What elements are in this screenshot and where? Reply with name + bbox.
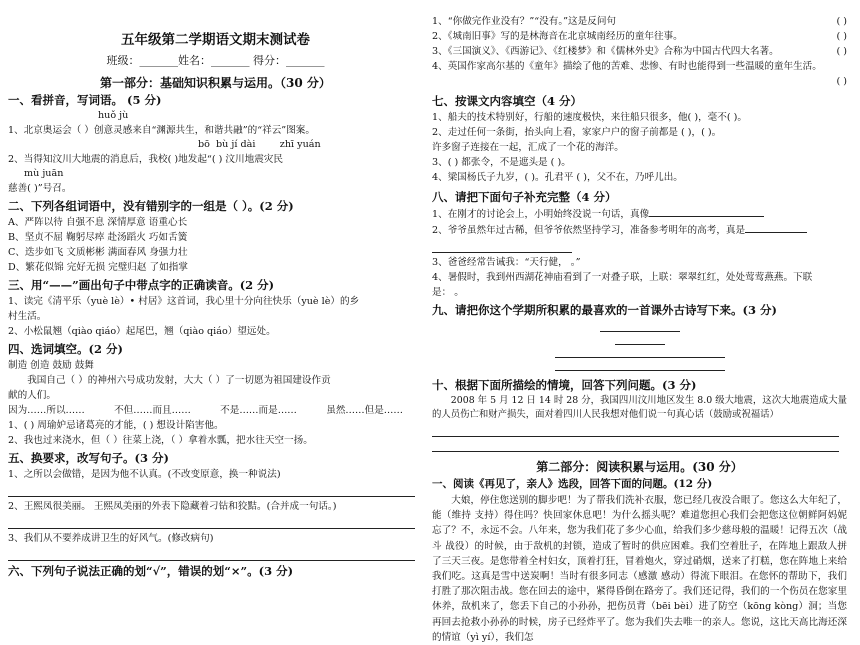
student-info: 班级：_______姓名：_______ 得分：_______: [106, 54, 325, 67]
s1-question-2b: 慈善( )”号召。: [8, 183, 72, 194]
s7-question-2b: 许多窗子连接在一起，汇成了一个花的海洋。: [432, 142, 624, 153]
s6-item-3-paren[interactable]: ( ): [836, 46, 847, 57]
s4-word-bank: 制造 创造 鼓励 鼓舞: [8, 360, 94, 371]
s4-question-3: 2、我也过来浇水，但（ ）往菜上浇，（ ）拿着水瓢，把水往天空一扬。: [8, 435, 313, 446]
left-column: [8, 0, 423, 607]
s8-question-1: [432, 206, 847, 222]
s9-poem-line-2[interactable]: [555, 360, 725, 371]
s1-question-2: 2、当得知汶川大地震的消息后，我校( )地发起“( ) 汶川地震灾民: [8, 154, 283, 165]
s1-pinyin-1: huǒ jù: [98, 110, 129, 121]
s7-question-2a: 2、走过任何一条街，抬头向上看，家家户户的窗子前都是 ( )，( )。: [432, 127, 722, 138]
s6-item-1-text: 1、“你做完作业没有？”“没有。”这是反问句: [432, 16, 617, 27]
s6-item-3: [432, 44, 847, 59]
s9-poem-title-line[interactable]: [600, 321, 680, 332]
s4-conj-1: 因为……所以……: [8, 405, 85, 416]
s4-conj-3: 不是……而是……: [220, 405, 297, 416]
s6-heading: 六、下列句子说法正确的划“√”，错误的划“×”。(3 分): [8, 564, 294, 578]
s7-question-3: 3、( ) 都张令，不是遮头是 ( )。: [432, 157, 571, 168]
s5-question-3: 3、我们从不要养成讲卫生的好风气。(修改病句): [8, 533, 214, 544]
s8-heading: 八、请把下面句子补充完整（4 分）: [432, 190, 617, 204]
s5-heading: 五、换要求，改写句子。(3 分): [8, 451, 169, 465]
s4-question-1a: 我国自己（ ）的神州六号成功发射，大大（ ）了一切愿为祖国建设作贡: [27, 375, 331, 386]
right-column: [432, 0, 847, 643]
s3-heading: 三、用“——”画出句子中带点字的正确读音。(2 分): [8, 278, 275, 292]
s4-conj-2: 不但……而且……: [114, 405, 191, 416]
s3-question-1b: 村生活。: [8, 311, 47, 322]
s9-poem-author-line[interactable]: [615, 334, 665, 345]
s7-heading: 七、按课文内容填空（4 分）: [432, 94, 583, 108]
s4-conj-4: 虽然……但是……: [326, 405, 403, 416]
s2-option-c: C、迭步如飞 文质彬彬 满面春风 身强力壮: [8, 247, 188, 258]
s6-item-3-text: 3、《三国演义》、《西游记》、《红楼梦》和《儒林外史》合称为中国古代四大名著。: [432, 46, 779, 57]
s6-item-1: [432, 14, 847, 29]
s1-pinyin-3: mù juān: [24, 168, 64, 179]
page-title: 五年级第二学期语文期末测试卷: [121, 32, 310, 48]
s7-question-4: 4、梁国杨氏子九岁，( )。孔君平 ( )，父不在，乃呼儿出。: [432, 172, 683, 183]
s8-question-3: 3、爸爸经常告诫我：“天行健， 。”: [432, 257, 581, 268]
s8-answer-1[interactable]: [649, 206, 764, 217]
s8-question-4a: 4、暑假时，我到州西湖花神庙看到了一对叠子联，上联：翠翠红红，处处莺莺燕燕。下联: [432, 272, 813, 283]
s1-pinyin-2: bō bù jí dài zhī yuán: [198, 139, 321, 150]
s6-item-2: [432, 29, 847, 44]
s4-conjunctions: [8, 403, 423, 418]
s2-option-d: D、繁花似锦 完好无损 完璧归赵 了如指掌: [8, 262, 188, 273]
s1-question-1: 1、北京奥运会（ ）创意灵感来自“渊源共生，和谐共融”的“祥云”图案。: [8, 125, 315, 136]
s5-answer-line-1[interactable]: [8, 484, 415, 497]
s5-answer-line-2[interactable]: [8, 516, 415, 529]
s6-item-2-paren[interactable]: ( ): [836, 31, 847, 42]
s8-answer-2b[interactable]: [432, 240, 572, 253]
s2-heading: 二、下列各组词语中，没有错别字的一组是（ ）。(2 分): [8, 199, 294, 213]
s6-item-1-paren[interactable]: ( ): [836, 16, 847, 27]
s10-answer-line-1[interactable]: [432, 424, 839, 437]
s6-item-4-paren[interactable]: ( ): [836, 76, 847, 87]
r1-heading: 一、阅读《再见了，亲人》选段，回答下面的问题。(12 分): [432, 478, 713, 490]
s5-question-1: 1、之所以会做错，是因为他不认真。(不改变原意，换一种说法): [8, 469, 281, 480]
s9-poem-line-1[interactable]: [555, 347, 725, 358]
s4-heading: 四、选词填空。(2 分): [8, 342, 123, 356]
s6-item-4: 4、英国作家高尔基的《童年》描绘了他的苦难、悲惨、有时也能得到一些温暖的童年生活。: [432, 61, 822, 72]
s2-option-a: A、严阵以待 自强不息 深情厚意 语重心长: [8, 217, 188, 228]
s4-question-2: 1、( ) 周瑜妒忌诸葛亮的才能，( ) 想设计陷害他。: [8, 420, 224, 431]
s4-question-1b: 献的人们。: [8, 390, 56, 401]
s5-answer-line-3[interactable]: [8, 548, 415, 561]
s9-heading: 九、请把你这个学期所积累的最喜欢的一首课外古诗写下来。(3 分): [432, 303, 777, 317]
s8-question-2: [432, 222, 847, 238]
s8-question-2-text: 2、爷爷虽然年过古稀，但爷爷依然坚持学习，准备参考明年的高考，真是: [432, 225, 746, 236]
s7-question-1: 1、船夫的技术特别好，行船的速度极快，来往船只很多，他( )，毫不( )。: [432, 112, 747, 123]
s10-passage: 2008 年 5 月 12 日 14 时 28 分，我国四川汶川地区发生 8.0 级大地震，这次大地震造成大量的人员伤亡和财产损失，面对着四川人民我想对他们说一句真心话（鼓励或祝福话）: [432, 395, 847, 420]
s3-question-1a: 1、读完《清平乐（yuè lè）• 村居》这首词，我心里十分向往快乐（yuè lè）的乡: [8, 296, 360, 307]
s2-option-b: B、坚贞不屈 鞠躬尽瘁 赴汤蹈火 巧如舌簧: [8, 232, 188, 243]
s10-heading: 十、根据下面所描绘的情境，回答下列问题。(3 分): [432, 378, 697, 392]
s8-question-1-text: 1、在刚才的讨论会上，小明始终没说一句话，真像: [432, 209, 650, 220]
part2-heading: 第二部分：阅读积累与运用。(30 分）: [536, 460, 743, 474]
s5-question-2: 2、王熙凤很美丽。 王熙凤美丽的外表下隐藏着刁钻和狡黠。(合并成一句话。): [8, 501, 337, 512]
s6-item-2-text: 2、《城南旧事》写的是林海音在北京城南经历的童年往事。: [432, 31, 683, 42]
part1-heading: 第一部分：基础知识积累与运用。（30 分）: [100, 76, 331, 90]
s1-heading: 一、看拼音，写词语。 (5 分): [8, 93, 162, 107]
s3-question-2: 2、小松鼠翘（qiào qiáo）起尾巴，翘（qiào qiáo）望远处。: [8, 326, 276, 337]
s8-answer-2[interactable]: [745, 222, 807, 233]
r1-passage: 大娘，停住您送别的脚步吧！为了帮我们洗补衣服，您已经几夜没合眼了。您这么大年纪了，能（维持 支持）得住吗？快回家休息吧！为什么摇头呢？难道您担心我们会把您这位朝鲜阿妈妮忘了？不，永远不会。八年来，您为我们花了多少心血，给我们多少慈母般的温暖！记得五次（战斗 战役）的时候，由于敌机的封锁，造成了暂时的供应困难。我们空着肚子，在阵地上跟敌人拼了三天三夜。是您带着全村妇女，顶着打狂，冒着炮火，穿过硝烟，送来了打糕，您在阵地上来给我们吃。这真是雪中送炭啊！当时有很多同志（感激 感动）得流下眼泪。在您怀的帮助下，我们打胜了那次阻击战。您在回去的途中，紧得昏倒在路旁了。我们还记得，我们的一个伤员在您家里休养，敌机来了，您丢下自己的小孙孙，把伤员背（bēi bèi）进了防空（kōng kòng）洞；当您再回去抢救小孙孙的时候，房子已经炸平了。您为我们失去唯一的亲人。您说，这比天高比海还深的情谊（yì yí），我们怎: [432, 495, 847, 643]
s8-question-4b: 是： 。: [432, 287, 464, 298]
s10-answer-line-2[interactable]: [432, 439, 839, 452]
